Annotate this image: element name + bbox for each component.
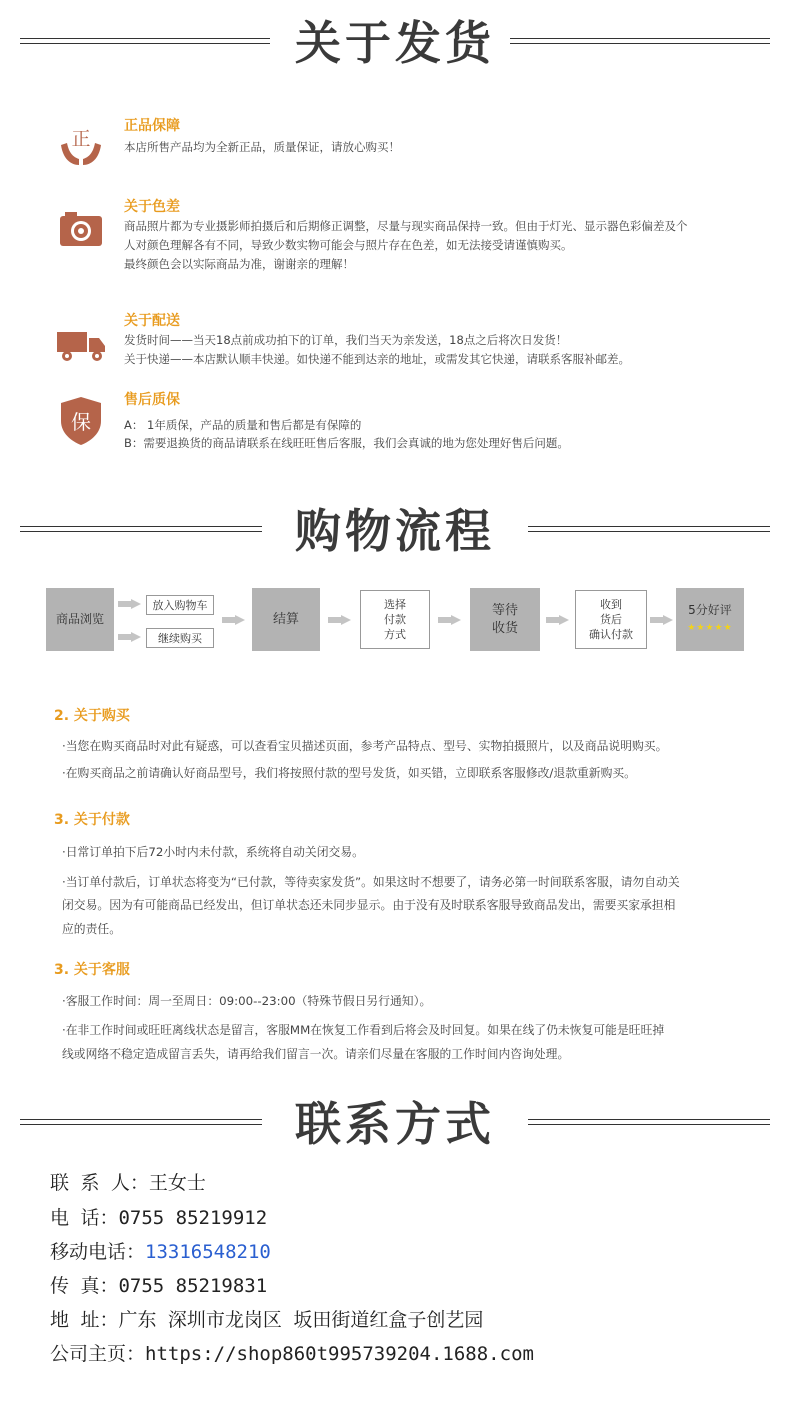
contact-label: 电 话： — [50, 1207, 119, 1229]
warranty-glyph: 保 — [71, 410, 91, 434]
feature-line: 商品照片都为专业摄影师拍摄后和后期修正调整，尽量与现实商品保持一致。但由于灯光、显示器色彩偏差及个 — [124, 219, 688, 233]
flow-step-add-cart: 放入购物车 — [146, 595, 214, 615]
buy-line: ·当您在购买商品时对此有疑惑，可以查看宝贝描述页面，参考产品特点、型号、实物拍摄照片，以及商品说明购买。 — [62, 739, 668, 753]
flow-step-browse: 商品浏览 — [46, 588, 114, 651]
flow-text: 收到 — [600, 598, 622, 611]
contact-row-homepage — [50, 1339, 534, 1366]
service-line: ·在非工作时间或旺旺离线状态是留言，客服MM在恢复工作看到后将会及时回复。如果在线了仍未恢复可能是旺旺掉 — [62, 1023, 665, 1037]
genuine-hands-icon — [55, 121, 107, 173]
contact-label: 地 址： — [50, 1309, 119, 1331]
flow-text: 等待 — [491, 602, 518, 618]
flow-step-continue: 继续购买 — [146, 628, 214, 648]
contact-row-mobile — [50, 1237, 271, 1264]
feature-line: 发货时间——当天18点前成功拍下的订单，我们当天为亲发送，18点之后将次日发货！ — [124, 333, 568, 347]
contact-label: 传 真： — [50, 1275, 119, 1297]
contact-header — [0, 1089, 790, 1159]
buy-title: 2. 关于购买 — [54, 708, 130, 724]
feature-line: 关于快递——本店默认顺丰快递。如快递不能到达亲的地址，或需发其它快递，请联系客服补邮差。 — [124, 352, 630, 366]
flow-text: 方式 — [384, 628, 406, 641]
feature-line: 人对颜色理解各有不同，导致少数实物可能会与照片存在色差，如无法接受请谨慎购买。 — [124, 238, 573, 252]
contact-label: 移动电话： — [50, 1241, 146, 1263]
shipping-title: 关于发货 — [295, 16, 495, 70]
feature-line: 最终颜色会以实际商品为准，谢谢亲的理解！ — [124, 257, 354, 271]
flow-text: 付款 — [384, 613, 406, 626]
flow-step-confirm — [575, 590, 647, 649]
contact-value: 王女士 — [148, 1172, 206, 1194]
arrow-right-icon — [438, 615, 462, 625]
service-title: 3. 关于客服 — [54, 962, 130, 978]
feature-line: A： 1年质保，产品的质量和售后都是有保障的 — [124, 418, 362, 432]
header-divider-right — [510, 38, 770, 44]
contact-title: 联系方式 — [295, 1097, 495, 1151]
service-line: ·客服工作时间：周一至周日：09:00--23:00（特殊节假日另行通知）。 — [62, 994, 432, 1008]
homepage-link[interactable]: https://shop860t995739204.1688.com — [145, 1343, 534, 1365]
payment-line: 闭交易。因为有可能商品已经发出，但订单状态还未同步显示。由于没有及时联系客服导致商品发出，需要买家承担相 — [62, 898, 676, 912]
shopping-flow — [0, 588, 790, 652]
truck-icon — [55, 326, 107, 378]
contact-value: 0755 85219912 — [118, 1207, 268, 1229]
contact-value: 广东 深圳市龙岗区 坂田街道红盒子创艺园 — [118, 1309, 484, 1331]
arrow-right-icon — [650, 615, 674, 625]
payment-line: ·当订单付款后，订单状态将变为“已付款，等待卖家发货”。如果这时不想要了，请务必第一时间联系客服，请勿自动关 — [62, 875, 680, 889]
contact-value: 0755 85219831 — [118, 1275, 268, 1297]
feature-title: 关于色差 — [124, 199, 180, 215]
contact-row-fax — [50, 1271, 267, 1298]
feature-title: 正品保障 — [124, 118, 180, 134]
flow-step-checkout: 结算 — [252, 588, 320, 651]
flow-text: 确认付款 — [589, 628, 633, 641]
arrow-right-icon — [328, 615, 352, 625]
header-divider-right — [528, 1119, 770, 1125]
shipping-header — [0, 8, 790, 78]
header-divider-right — [528, 526, 770, 532]
payment-line: ·日常订单拍下后72小时内未付款，系统将自动关闭交易。 — [62, 845, 364, 859]
contact-label: 联 系 人： — [50, 1172, 149, 1194]
payment-line: 应的责任。 — [62, 922, 121, 936]
feature-title: 售后质保 — [124, 392, 180, 408]
arrow-right-icon — [222, 615, 246, 625]
star-rating-icon: ★★★★★ — [687, 623, 733, 633]
contact-row-person — [50, 1168, 206, 1195]
camera-icon — [55, 206, 107, 258]
warranty-shield-icon — [55, 395, 107, 447]
mobile-phone-link[interactable]: 13316548210 — [145, 1241, 271, 1263]
service-line: 线或网络不稳定造成留言丢失，请再给我们留言一次。请亲们尽量在客服的工作时间内咨询处理。 — [62, 1047, 570, 1061]
arrow-right-icon — [546, 615, 570, 625]
genuine-glyph: 正 — [71, 128, 91, 150]
flow-step-wait — [470, 588, 540, 651]
payment-title: 3. 关于付款 — [54, 812, 130, 828]
arrow-right-icon — [118, 599, 142, 609]
flow-text: 5分好评 — [688, 603, 732, 617]
contact-row-address — [50, 1305, 483, 1332]
shopping-header — [0, 496, 790, 566]
flow-text: 选择 — [384, 598, 406, 611]
contact-label: 公司主页： — [50, 1343, 146, 1365]
flow-text: 收货 — [491, 620, 518, 636]
flow-step-review — [676, 588, 744, 651]
arrow-right-icon — [118, 632, 142, 642]
feature-title: 关于配送 — [124, 313, 180, 329]
flow-text: 货后 — [600, 613, 622, 626]
buy-line: ·在购买商品之前请确认好商品型号，我们将按照付款的型号发货，如买错，立即联系客服修改/退款重新购买。 — [62, 766, 636, 780]
feature-line: 本店所售产品均为全新正品，质量保证，请放心购买！ — [124, 140, 400, 154]
contact-row-phone — [50, 1203, 267, 1230]
shopping-title: 购物流程 — [295, 504, 495, 558]
feature-line: B：需要退换货的商品请联系在线旺旺售后客服，我们会真诚的地为您处理好售后问题。 — [124, 436, 569, 450]
flow-step-pay — [360, 590, 430, 649]
